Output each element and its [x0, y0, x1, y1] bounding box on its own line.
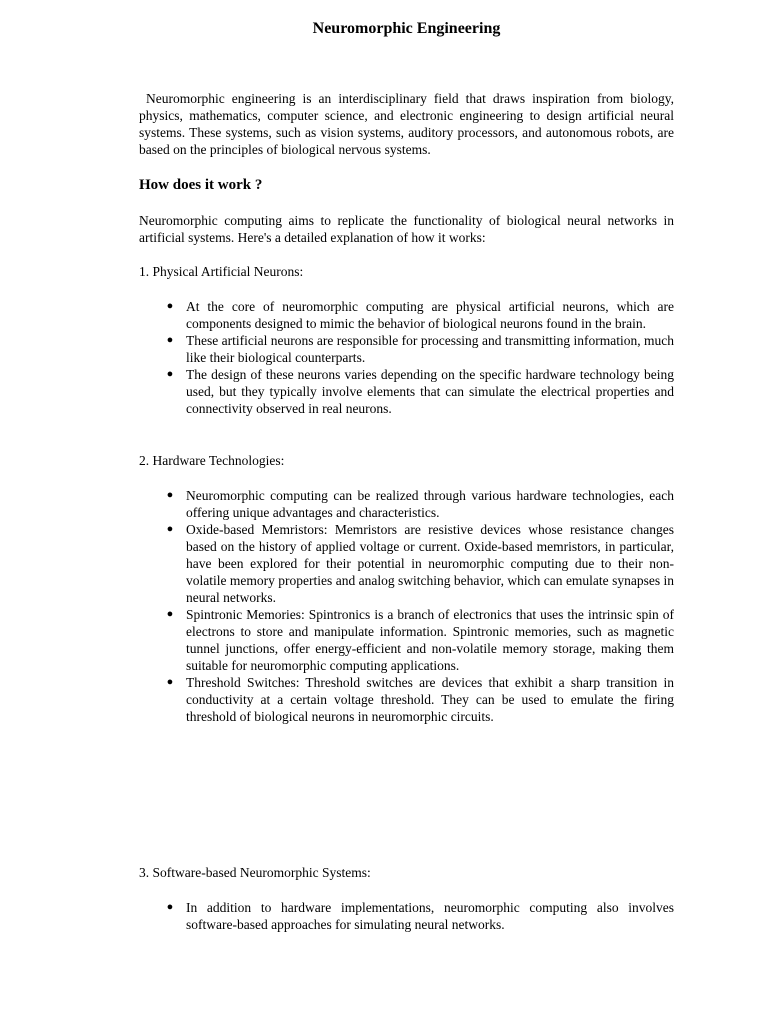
list-item [139, 674, 674, 725]
list-item [139, 332, 674, 366]
list-item [139, 298, 674, 332]
bullet-icon: ● [166, 676, 174, 688]
list-item [139, 487, 674, 521]
intro-paragraph: Neuromorphic engineering is an interdisciplinary field that draws inspiration from biology, physics, mathematics, computer science, and electronic engineering to design artificial neural systems. These systems, such as vision systems, auditory processors, and autonomous robots, are based on the principles of biological nervous systems. [139, 91, 674, 157]
bullet-icon: ● [166, 300, 174, 312]
list-item [139, 366, 674, 417]
how-it-works-paragraph: Neuromorphic computing aims to replicate the functionality of biological neural networks in artificial systems. Here's a detailed explanation of how it works: [139, 213, 674, 245]
list-item-text: At the core of neuromorphic computing are physical artificial neurons, which are components designed to mimic the behavior of biological neurons found in the brain. [186, 299, 674, 331]
list-item [139, 899, 674, 933]
list-item-text: Threshold Switches: Threshold switches are devices that exhibit a sharp transition in conductivity at a certain voltage threshold. They can be used to emulate the firing threshold of biological neurons in neuromorphic circuits. [186, 675, 674, 724]
list-item [139, 606, 674, 674]
bullet-icon: ● [166, 608, 174, 620]
document-title: Neuromorphic Engineering [312, 20, 501, 37]
list-item-text: The design of these neurons varies depending on the specific hardware technology being used, but they typically involve elements that can simulate the electrical properties and connectivity observed in real neurons. [186, 367, 674, 416]
section-2-bullets [139, 487, 674, 725]
list-item-text: Spintronic Memories: Spintronics is a branch of electronics that uses the intrinsic spin of electrons to store and manipulate information. Spintronic memories, such as magnetic tunnel junctions, offer energy-efficient and non-volatile memory storage, making them suitable for neuromorphic computing applications. [186, 607, 674, 673]
bullet-icon: ● [166, 901, 174, 913]
list-item-text: Oxide-based Memristors: Memristors are resistive devices whose resistance changes based on the history of applied voltage or current. Oxide-based memristors, in particular, have been explored for their potential in neuromorphic computing due to their non-volatile memory properties and analog switching behavior, which can emulate synapses in neural networks. [186, 522, 674, 605]
section-heading-how-it-works: How does it work ? [139, 177, 263, 193]
section-1-bullets [139, 298, 674, 417]
list-item [139, 521, 674, 606]
bullet-icon: ● [166, 523, 174, 535]
section-1-title: 1. Physical Artificial Neurons: [139, 264, 304, 279]
section-3-bullets [139, 899, 674, 933]
bullet-icon: ● [166, 334, 174, 346]
bullet-icon: ● [166, 368, 174, 380]
section-3-title: 3. Software-based Neuromorphic Systems: [139, 865, 371, 880]
list-item-text: In addition to hardware implementations, neuromorphic computing also involves software-based approaches for simulating neural networks. [186, 900, 674, 932]
list-item-text: Neuromorphic computing can be realized through various hardware technologies, each offering unique advantages and characteristics. [186, 488, 674, 520]
bullet-icon: ● [166, 489, 174, 501]
list-item-text: These artificial neurons are responsible for processing and transmitting information, much like their biological counterparts. [186, 333, 674, 365]
section-2-title: 2. Hardware Technologies: [139, 453, 285, 468]
